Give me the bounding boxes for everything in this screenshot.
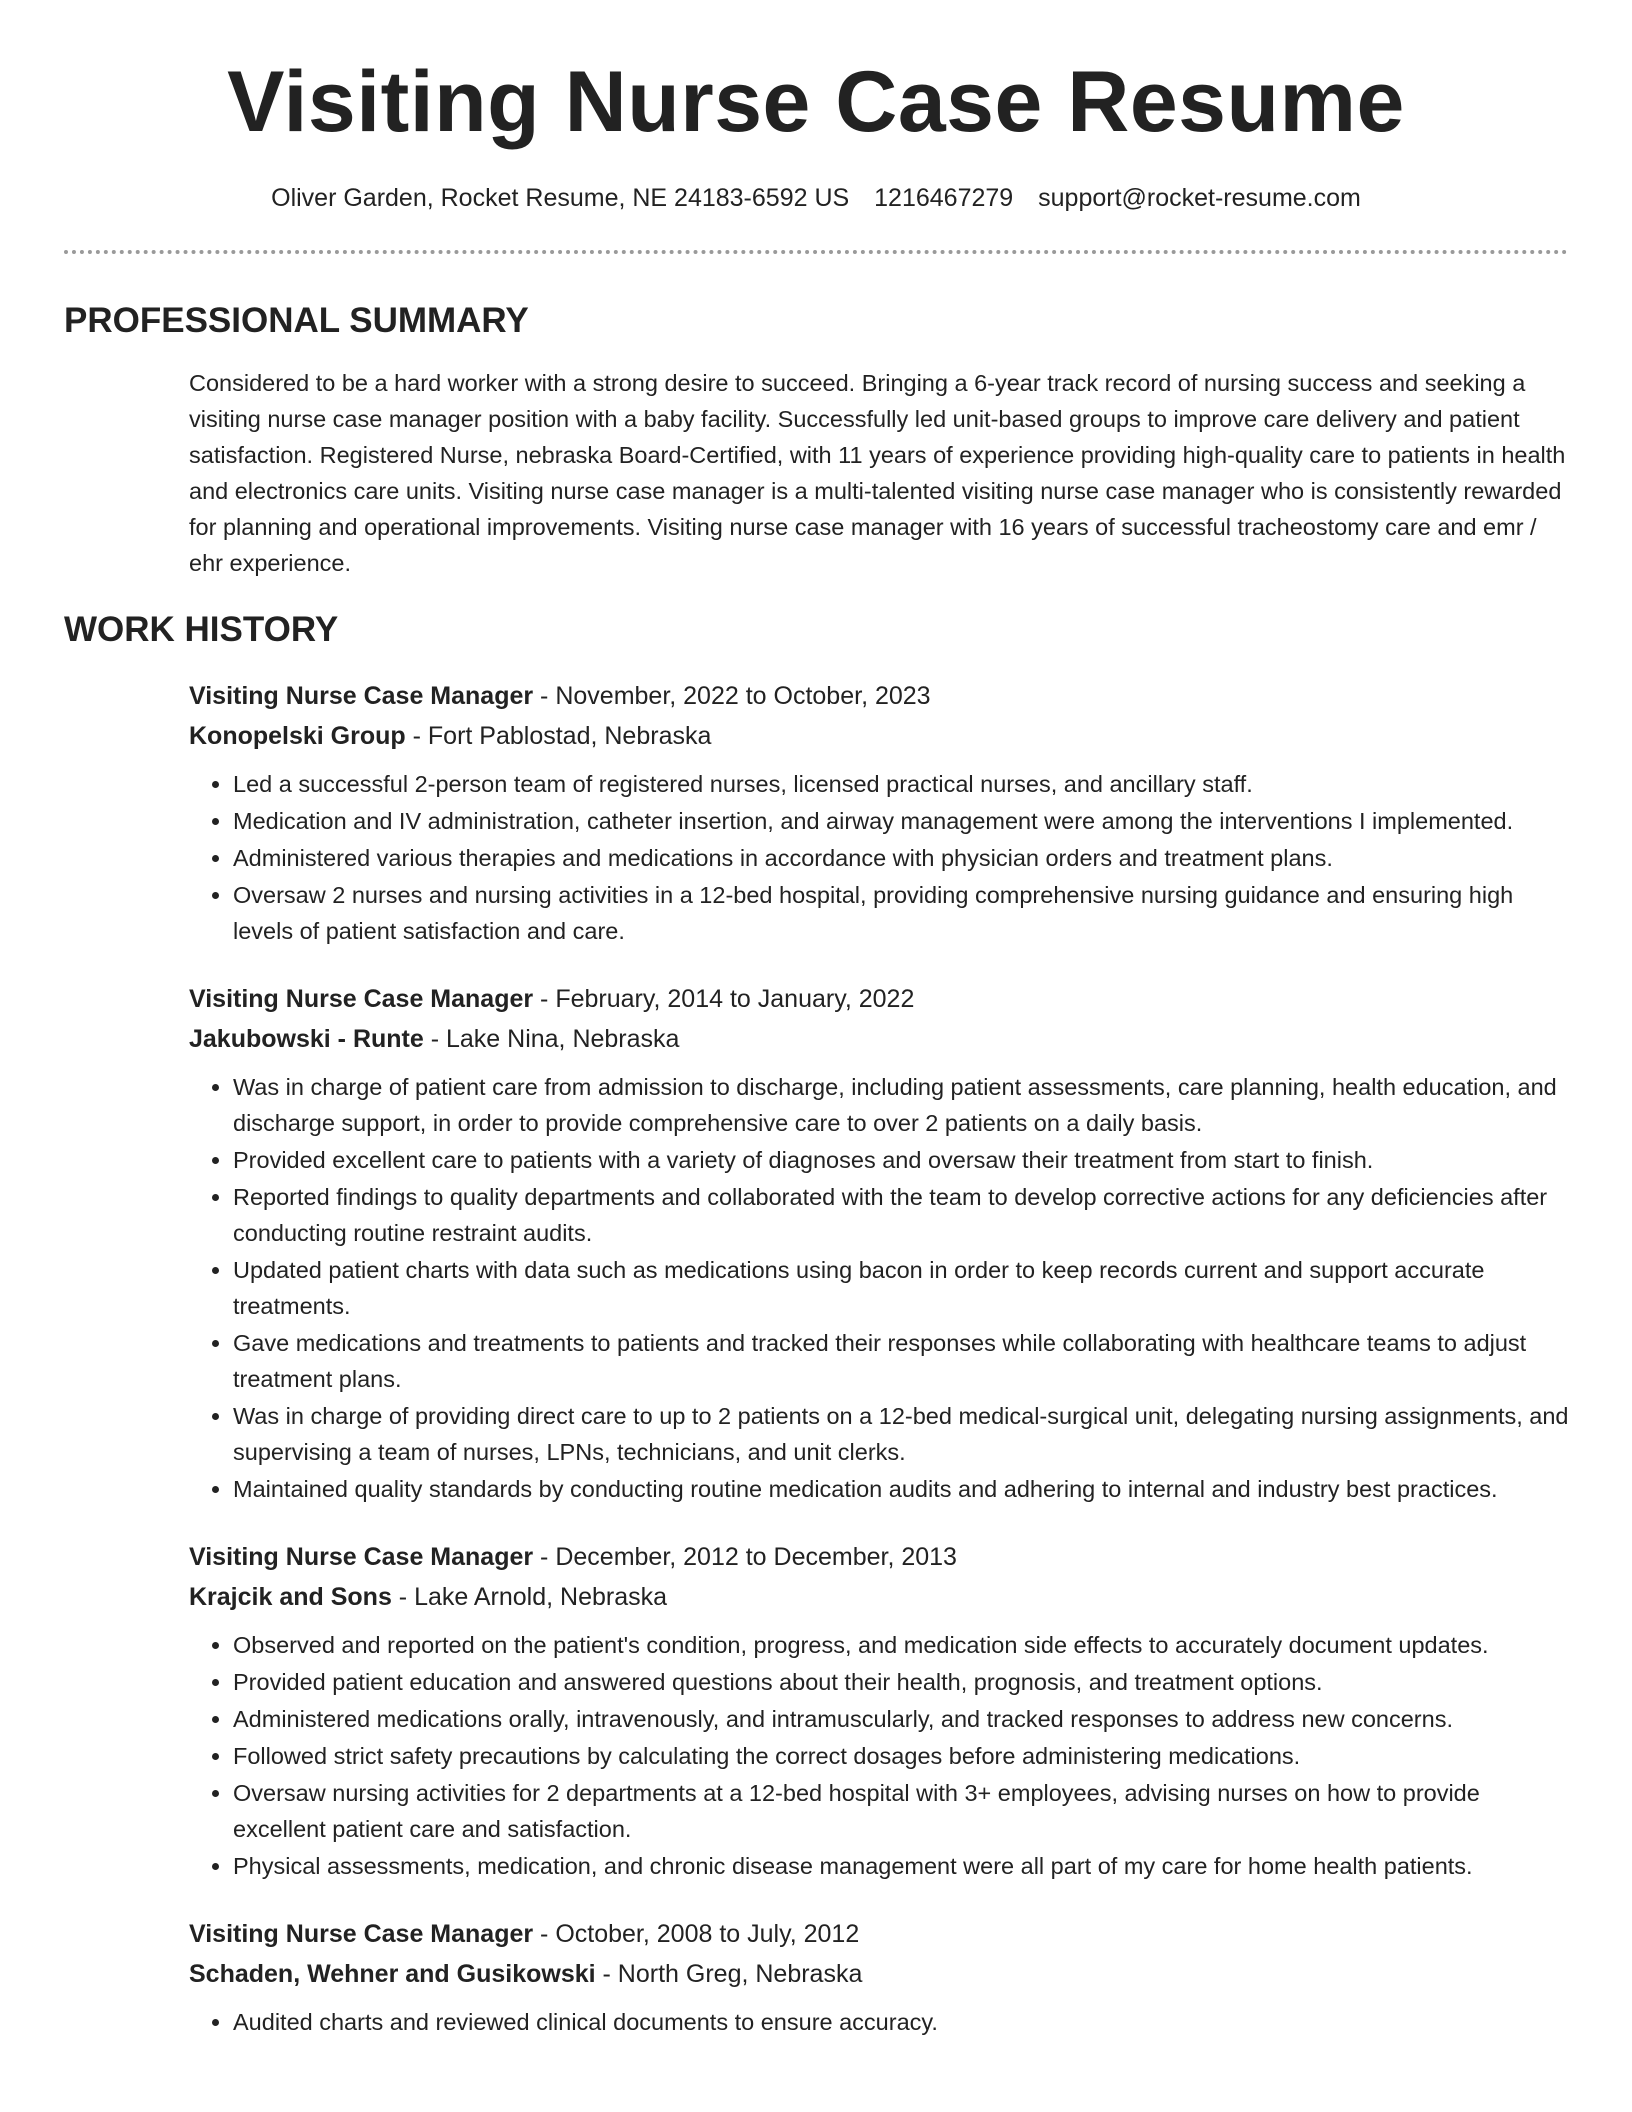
job-bullets bbox=[189, 1069, 1574, 1507]
job-company-line bbox=[189, 1019, 1574, 1059]
job-bullets bbox=[189, 2004, 1574, 2040]
job-bullet: • Led a successful 2-person team of registered nurses, licensed practical nurses, and ancillary staff. bbox=[233, 766, 1574, 802]
contact-address: Oliver Garden, Rocket Resume, NE 24183-6592 US bbox=[271, 184, 850, 212]
job-bullets bbox=[189, 766, 1574, 949]
job-location: - Lake Nina, Nebraska bbox=[423, 1025, 680, 1053]
job-bullet: • Was in charge of patient care from admission to discharge, including patient assessments, care planning, health education, and discharge support, in order to provide comprehensive care to over 2 patients on a daily basis. bbox=[233, 1069, 1574, 1141]
job-bullet: • Provided excellent care to patients with a variety of diagnoses and oversaw their treatment from start to finish. bbox=[233, 1142, 1574, 1178]
job-company: Jakubowski - Runte bbox=[189, 1025, 424, 1053]
job-company: Schaden, Wehner and Gusikowski bbox=[189, 1960, 596, 1988]
job-bullet: • Observed and reported on the patient's condition, progress, and medication side effects to accurately document updates. bbox=[233, 1627, 1574, 1663]
job-dates: - December, 2012 to December, 2013 bbox=[533, 1543, 957, 1571]
job-bullet: • Gave medications and treatments to patients and tracked their responses while collaborating with healthcare teams to adjust treatment plans. bbox=[233, 1325, 1574, 1397]
job-bullet: • Maintained quality standards by conducting routine medication audits and adhering to internal and industry best practices. bbox=[233, 1471, 1574, 1507]
job-bullet: • Provided patient education and answered questions about their health, prognosis, and treatment options. bbox=[233, 1664, 1574, 1700]
job-bullet: • Oversaw 2 nurses and nursing activities in a 12-bed hospital, providing comprehensive nursing guidance and ensuring high levels of patient satisfaction and care. bbox=[233, 877, 1574, 949]
job-role: Visiting Nurse Case Manager bbox=[189, 1543, 534, 1571]
contact-email: support@rocket-resume.com bbox=[1038, 184, 1361, 212]
job-company: Krajcik and Sons bbox=[189, 1583, 392, 1611]
job-role: Visiting Nurse Case Manager bbox=[189, 985, 534, 1013]
work-history-heading: WORK HISTORY bbox=[64, 610, 339, 649]
contact-line bbox=[0, 180, 1632, 216]
job-company-line bbox=[189, 716, 1574, 756]
job-bullet: • Physical assessments, medication, and chronic disease management were all part of my care for home health patients. bbox=[233, 1848, 1574, 1884]
job-bullet: • Medication and IV administration, catheter insertion, and airway management were among the interventions I implemented. bbox=[233, 803, 1574, 839]
job-bullet: • Oversaw nursing activities for 2 departments at a 12-bed hospital with 3+ employees, advising nurses on how to provide excellent patient care and satisfaction. bbox=[233, 1775, 1574, 1847]
job-bullet: • Administered various therapies and medications in accordance with physician orders and treatment plans. bbox=[233, 840, 1574, 876]
job-location: - Lake Arnold, Nebraska bbox=[391, 1583, 668, 1611]
job-bullets bbox=[189, 1627, 1574, 1884]
job-title-line bbox=[189, 1914, 1574, 1954]
job-entry bbox=[189, 1537, 1574, 1884]
job-title-line bbox=[189, 979, 1574, 1019]
work-history-list bbox=[189, 676, 1574, 2070]
job-dates: - October, 2008 to July, 2012 bbox=[533, 1920, 860, 1948]
job-entry bbox=[189, 676, 1574, 949]
job-company-line bbox=[189, 1954, 1574, 1994]
job-dates: - November, 2022 to October, 2023 bbox=[533, 682, 931, 710]
job-company: Konopelski Group bbox=[189, 722, 406, 750]
job-bullet: • Administered medications orally, intravenously, and intramuscularly, and tracked responses to address new concerns. bbox=[233, 1701, 1574, 1737]
job-bullet: • Was in charge of providing direct care to up to 2 patients on a 12-bed medical-surgical unit, delegating nursing assignments, and supervising a team of nurses, LPNs, technicians, and unit clerks. bbox=[233, 1398, 1574, 1470]
job-bullet: • Followed strict safety precautions by calculating the correct dosages before administering medications. bbox=[233, 1738, 1574, 1774]
job-location: - North Greg, Nebraska bbox=[595, 1960, 863, 1988]
header-divider bbox=[64, 250, 1568, 254]
resume-title: Visiting Nurse Case Resume bbox=[227, 54, 1405, 150]
job-location: - Fort Pablostad, Nebraska bbox=[405, 722, 712, 750]
job-role: Visiting Nurse Case Manager bbox=[189, 1920, 534, 1948]
job-role: Visiting Nurse Case Manager bbox=[189, 682, 534, 710]
job-bullet: • Updated patient charts with data such as medications using bacon in order to keep records current and support accurate treatments. bbox=[233, 1252, 1574, 1324]
job-bullet: • Audited charts and reviewed clinical documents to ensure accuracy. bbox=[233, 2004, 1574, 2040]
summary-text: Considered to be a hard worker with a strong desire to succeed. Bringing a 6-year track record of nursing success and seeking a visiting nurse case manager position with a baby facility. Successfully led unit-based groups to improve care delivery and patient satisfaction. Registered Nurse, nebraska Board-Certified, with 11 years of experience providing high-quality care to patients in health and electronics care units. Visiting nurse case manager is a multi-talented visiting nurse case manager who is consistently rewarded for planning and operational improvements. Visiting nurse case manager with 16 years of successful tracheostomy care and emr / ehr experience. bbox=[189, 370, 1566, 576]
job-title-line bbox=[189, 676, 1574, 716]
contact-phone: 1216467279 bbox=[874, 184, 1014, 212]
job-entry bbox=[189, 1914, 1574, 2040]
job-bullet: • Reported findings to quality departments and collaborated with the team to develop corrective actions for any deficiencies after conducting routine restraint audits. bbox=[233, 1179, 1574, 1251]
job-dates: - February, 2014 to January, 2022 bbox=[533, 985, 915, 1013]
job-title-line bbox=[189, 1537, 1574, 1577]
summary-heading: PROFESSIONAL SUMMARY bbox=[64, 301, 529, 340]
job-entry bbox=[189, 979, 1574, 1507]
job-company-line bbox=[189, 1577, 1574, 1617]
